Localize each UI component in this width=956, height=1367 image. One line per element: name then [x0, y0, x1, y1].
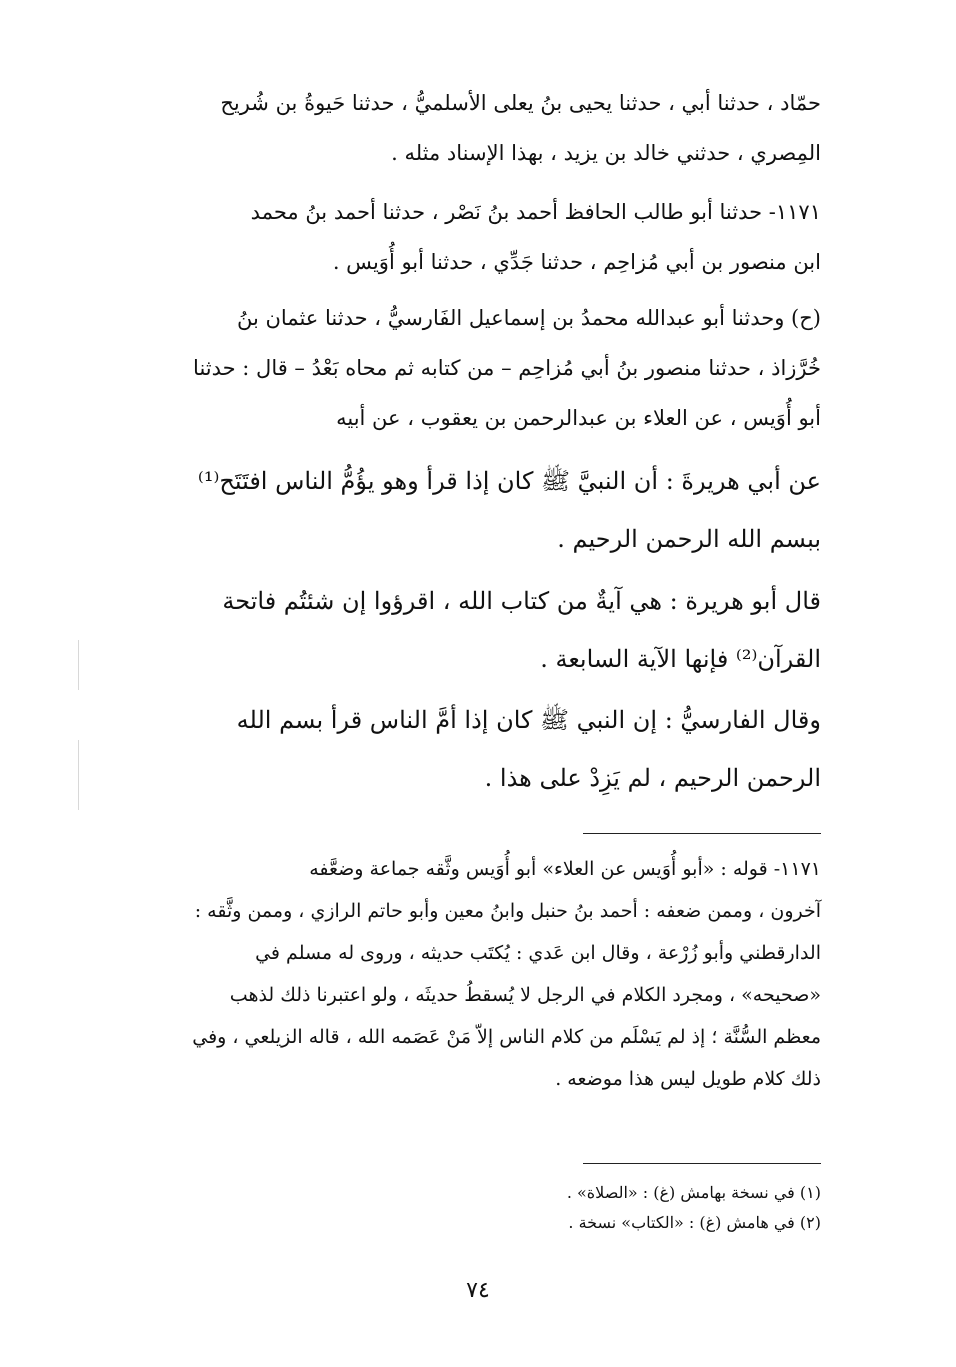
text-line: «صحيحه» ، ومجرد الكلام في الرجل لا يُسقطُ حديثَه ، ولو اعتبرنا ذلك لذهب: [229, 984, 821, 1006]
text-line: وقال الفارسيُّ : إن النبي ﷺ كان إذا أمَّ الناس قرأ بسم الله: [236, 706, 821, 734]
text-line: الدارقطني وأبو زُرْعة ، وقال ابن عَدي : يُكتَب حديثه ، وروى له مسلم في: [255, 942, 821, 964]
paragraph-1: [101, 78, 821, 178]
text-line: خُرَّزاذ ، حدثنا منصور بنُ أبي مُزاحِم – من كتابه ثم محاه بَعْدُ – قال : حدثنا: [193, 356, 821, 380]
text-line: أبو أُوَيس ، عن العلاء بن عبدالرحمن بن يعقوب ، عن أبيه: [336, 406, 821, 430]
text-line: القرآن⁽²⁾ فإنها الآية السابعة .: [540, 645, 821, 673]
paragraph-3: [101, 293, 821, 443]
paragraph-4: [101, 452, 821, 568]
margin-rule: [78, 640, 79, 690]
text-line: عن أبي هريرةَ : أن النبيَّ ﷺ كان إذا قرأ وهو يؤُمُّ الناس افتَتَح⁽¹⁾: [197, 467, 821, 495]
footnotes: [101, 1178, 821, 1238]
footnote: (١) في نسخة بهامش (غ) : «الصلاة» .: [566, 1183, 821, 1202]
footnote: (٢) في هامش (غ) : «الكتاب» نسخة .: [568, 1213, 821, 1232]
text-line: معظم السُّنَّة ؛ إذ لم يَسْلَم من كلام الناس إلاّ مَنْ عَصَمه الله ، قاله الزيلعي ، وفي: [192, 1026, 821, 1048]
text-line: حمّاد ، حدثنا أبي ، حدثنا يحيى بنُ يعلى الأسلميُّ ، حدثنا حَيوةُ بن شُريح: [220, 91, 821, 115]
text-line: ١١٧١- قوله : «أبو أُوَيس عن العلاء» أبو أُوَيس وثَّقه جماعة وضعَّفه: [309, 858, 821, 880]
text-line: قال أبو هريرة : هي آيةٌ من كتاب الله ، اقرؤوا إن شئتُم فاتحة: [222, 587, 821, 615]
margin-rule: [78, 740, 79, 810]
text-line: ١١٧١- حدثنا أبو طالب الحافظ أحمد بنُ نَصْر ، حدثنا أحمد بنُ محمد: [250, 200, 821, 224]
commentary: [101, 848, 821, 1100]
paragraph-6: [101, 691, 821, 807]
footnote-separator: [583, 1163, 821, 1164]
text-line: ابن منصور بن أبي مُزاحِم ، حدثنا جَدِّي ، حدثنا أبو أُوَيس .: [332, 250, 821, 274]
text-line: الرحمن الرحيم ، لم يَزِدْ على هذا .: [484, 764, 821, 792]
text-line: المِصري ، حدثني خالد بن يزيد ، بهذا الإسناد مثله .: [391, 141, 821, 165]
text-line: آخرون ، وممن ضعفه : أحمد بنُ حنبل وابنُ معين وأبو حاتم الرازي ، وممن وثَّقه :: [194, 900, 821, 922]
commentary-separator: [583, 833, 821, 834]
text-line: ببسم الله الرحمن الرحيم .: [557, 525, 821, 553]
paragraph-2: [101, 187, 821, 287]
paragraph-5: [101, 572, 821, 688]
text-line: ذلك كلام طويل ليس هذا موضعه .: [555, 1068, 821, 1090]
text-line: (ح) وحدثنا أبو عبدالله محمدُ بن إسماعيل الفَارسيُّ ، حدثنا عثمان بنُ: [236, 306, 821, 330]
page-number: ٧٤: [466, 1278, 490, 1303]
